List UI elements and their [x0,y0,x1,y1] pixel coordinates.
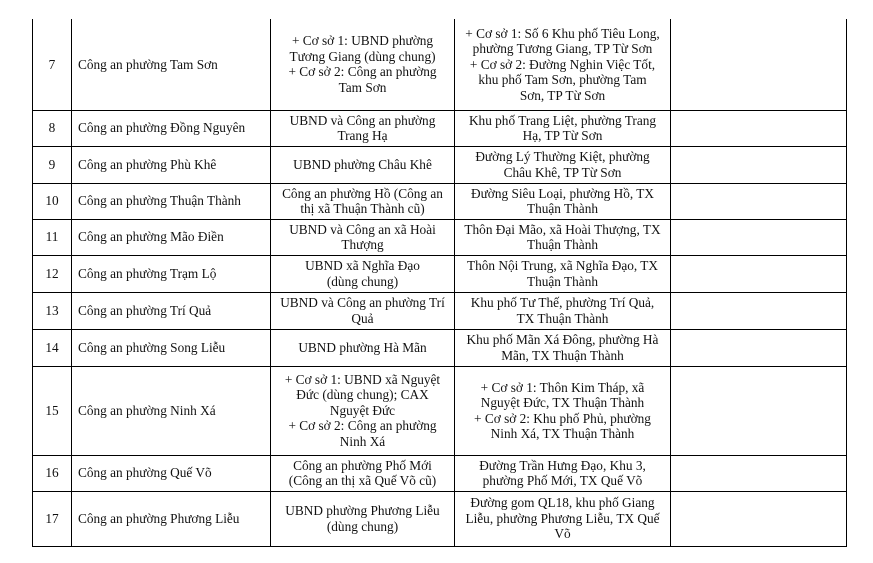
working-place-line: Nguyệt Đức [329,402,396,418]
station-name: Công an phường Trí Quả [72,292,271,329]
working-place-line: + Cơ sở 2: Công an phường [288,418,437,434]
station-name: Công an phường Quế Võ [72,455,271,491]
address [455,292,671,329]
address-line: Hạ, TP Từ Sơn [522,128,603,143]
working-place-line: Công an phường Phố Mới [293,457,432,473]
table-row [33,146,847,183]
note [671,455,847,491]
address-line: Thôn Nội Trung, xã Nghĩa Đạo, TX [466,258,659,273]
address-line: khu phố Tam Sơn, phường Tam [478,72,647,87]
address [455,255,671,292]
note [671,255,847,292]
address-line: Đường Lý Thường Kiệt, phường [475,149,650,164]
address-line: Thuận Thành [526,237,599,252]
note [671,183,847,219]
address-line: Châu Khê, TP Từ Sơn [503,164,622,180]
working-place [271,491,455,546]
working-place-line: Ninh Xá [339,433,386,449]
row-number: 11 [33,219,72,255]
address-line: Khu phố Mãn Xá Đông, phường Hà [466,332,659,347]
working-place-line: + Cơ sở 1: UBND xã Nguyệt [284,371,441,387]
row-number: 9 [33,146,72,183]
note [671,110,847,146]
address-line: Khu phố Trang Liệt, phường Trang [468,112,657,128]
working-place-line: UBND và Công an phường Trí [280,295,445,310]
address-line: TX Thuận Thành [516,310,609,326]
working-place-line: Quả [351,310,374,326]
table-row [33,183,847,219]
address [455,491,671,546]
working-place-line: (dùng chung) [326,518,399,534]
station-name: Công an phường Song Liễu [72,329,271,366]
working-place-line: + Cơ sở 2: Công an phường [288,64,437,80]
address-line: phường Phố Mới, TX Quế Võ [482,473,643,488]
address-line: phường Tương Giang, TP Từ Sơn [472,41,653,56]
address-line: Sơn, TP Từ Sơn [519,87,606,103]
working-place-line: UBND phường Châu Khê [293,156,432,172]
row-number: 10 [33,183,72,219]
working-place [271,255,455,292]
address-line: Đường Trần Hưng Đạo, Khu 3, [479,457,646,473]
row-number: 7 [33,19,72,110]
working-place [271,292,455,329]
address-line: Thôn Đại Mão, xã Hoài Thượng, TX [464,221,661,237]
working-place-line: Đức (dùng chung); CAX [296,387,429,403]
address [455,219,671,255]
address-line: Mãn, TX Thuận Thành [501,347,624,363]
working-place-line: + Cơ sở 1: UBND phường [291,33,434,49]
working-place-line: UBND phường Phương Liễu [285,503,440,518]
table-row [33,110,847,146]
working-place [271,366,455,455]
address-line: + Cơ sở 1: Thôn Kim Tháp, xã [480,379,645,395]
working-place-line: Tương Giang (dùng chung) [289,48,436,64]
table-body [33,19,847,546]
working-place-line: (dùng chung) [326,273,399,289]
row-number: 14 [33,329,72,366]
working-place-line: thị xã Thuận Thành cũ) [300,201,425,216]
working-place [271,455,455,491]
address [455,146,671,183]
table-row [33,455,847,491]
note [671,491,847,546]
working-place [271,110,455,146]
working-place-line: UBND phường Hà Mãn [298,339,427,355]
working-place [271,329,455,366]
address-line: Đường Siêu Loại, phường Hồ, TX [471,185,654,201]
station-name: Công an phường Trạm Lộ [72,255,271,292]
working-place-line: UBND xã Nghĩa Đạo [305,258,420,273]
address [455,366,671,455]
address [455,455,671,491]
table-row [33,329,847,366]
address-line: + Cơ sở 2: Khu phố Phủ, phường [474,410,651,426]
note [671,146,847,183]
row-number: 12 [33,255,72,292]
address [455,183,671,219]
row-number: 13 [33,292,72,329]
address-line: Đường gom QL18, khu phố Giang [470,495,655,511]
address [455,19,671,110]
working-place [271,183,455,219]
table-row [33,292,847,329]
address-line: + Cơ sở 2: Đường Nghin Việc Tốt, [469,56,656,72]
address [455,110,671,146]
police-station-table [32,19,847,547]
address-line: Thuận Thành [526,201,599,216]
working-place-line: Tam Sơn [338,79,387,95]
working-place-line: UBND và Công an phường [289,112,436,128]
address [455,329,671,366]
working-place-line: Trang Hạ [337,128,388,143]
working-place [271,146,455,183]
working-place [271,219,455,255]
address-line: + Cơ sở 1: Số 6 Khu phố Tiêu Long, [465,25,660,41]
table-row [33,19,847,110]
station-name: Công an phường Tam Sơn [72,19,271,110]
address-line: Ninh Xá, TX Thuận Thành [490,426,635,441]
working-place-line: Thượng [341,237,384,252]
note [671,366,847,455]
row-number: 16 [33,455,72,491]
station-name: Công an phường Mão Điền [72,219,271,255]
row-number: 17 [33,491,72,546]
working-place [271,19,455,110]
address-line: Khu phố Tư Thế, phường Trí Quả, [470,295,655,310]
table-row [33,366,847,455]
address-line: Liễu, phường Phương Liễu, TX Quế [465,510,660,526]
table-row [33,255,847,292]
row-number: 15 [33,366,72,455]
note [671,219,847,255]
station-name: Công an phường Phù Khê [72,146,271,183]
address-line: Thuận Thành [526,273,599,289]
note [671,329,847,366]
working-place-line: UBND và Công an xã Hoài [289,221,436,237]
table-row [33,491,847,546]
note [671,19,847,110]
address-line: Nguyệt Đức, TX Thuận Thành [480,395,645,410]
row-number: 8 [33,110,72,146]
working-place-line: (Công an thị xã Quế Võ cũ) [288,473,437,488]
address-line: Võ [554,526,571,542]
table-row [33,219,847,255]
note [671,292,847,329]
station-name: Công an phường Đồng Nguyên [72,110,271,146]
station-name: Công an phường Phương Liễu [72,491,271,546]
working-place-line: Công an phường Hồ (Công an [282,185,443,201]
station-name: Công an phường Thuận Thành [72,183,271,219]
station-name: Công an phường Ninh Xá [72,366,271,455]
